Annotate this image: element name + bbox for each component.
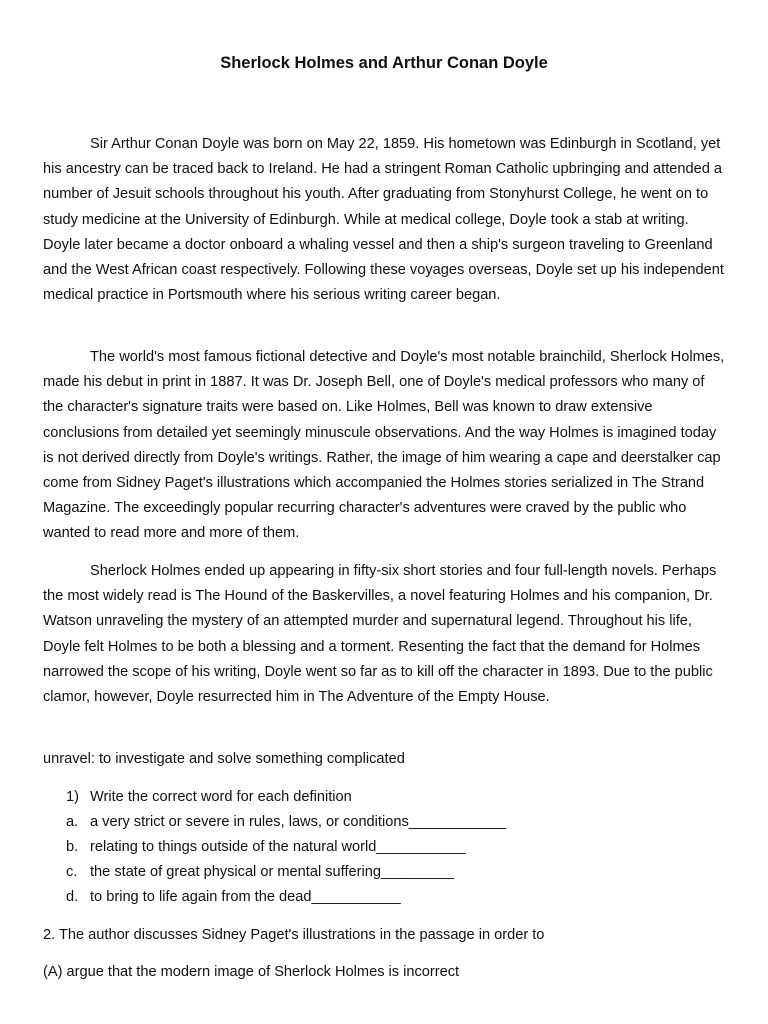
item-marker: b. — [66, 839, 79, 855]
item-text: the state of great physical or mental suffering_________ — [90, 864, 455, 880]
item-text: to bring to life again from the dead___________ — [90, 889, 401, 905]
item-text: relating to things outside of the natural world___________ — [90, 839, 466, 855]
item-text: a very strict or severe in rules, laws, or conditions____________ — [90, 814, 507, 830]
paragraph-sherlock-origin: The world's most famous fictional detective and Doyle's most notable brainchild, Sherlock Holmes, made his debut in print in 1887. It was Dr. Joseph Bell, one of Doyle's medical professors who many of the character's signature traits were based on. Like Holmes, Bell was known to draw extensive conclusions from detailed yet seemingly minuscule observations. And the way Holmes is imagined today is not derived directly from Doyle's writings. Rather, the image of him wearing a cape and deerstalker cap come from Sidney Paget's illustrations which accompanied the Holmes stories serialized in The Strand Magazine. The exceedingly popular recurring character's adventures were craved by the public who wanted to read more and more of them. — [43, 349, 725, 542]
vocabulary-definition: unravel: to investigate and solve something complicated — [43, 751, 405, 767]
question-2-option-a: (A) argue that the modern image of Sherlock Holmes is incorrect — [43, 964, 460, 980]
page-title: Sherlock Holmes and Arthur Conan Doyle — [220, 54, 548, 72]
question-1-number: 1) — [66, 789, 79, 805]
item-marker: d. — [66, 889, 79, 905]
paragraph-biography: Sir Arthur Conan Doyle was born on May 22, 1859. His hometown was Edinburgh in Scotland, yet his ancestry can be traced back to Ireland. He had a stringent Roman Catholic upbringing and attended a number of Jesuit schools throughout his youth. After graduating from Stonyhurst College, he went on to study medicine at the University of Edinburgh. While at medical college, Doyle took a stab at writing. Doyle later became a doctor onboard a whaling vessel and then a ship's surgeon traveling to Greenland and the West African coast respectively. Following these voyages overseas, Doyle set up his independent medical practice in Portsmouth where his serious writing career began. — [43, 136, 724, 304]
item-marker: c. — [66, 864, 78, 880]
paragraph-sherlock-stories: Sherlock Holmes ended up appearing in fifty-six short stories and four full-length novels. Perhaps the most widely read is The Hound of the Baskervilles, a novel featuring Holmes and his companion, Dr. Watson unraveling the mystery of an attempted murder and supernatural legend. Throughout his life, Doyle felt Holmes to be both a blessing and a torment. Resenting the fact that the demand for Holmes narrowed the scope of his writing, Doyle went so far as to kill off the character in 1893. Due to the public clamor, however, Doyle resurrected him in The Adventure of the Empty House. — [43, 563, 717, 706]
question-1-prompt: Write the correct word for each definition — [90, 789, 352, 805]
item-marker: a. — [66, 814, 79, 830]
question-2-prompt: 2. The author discusses Sidney Paget's illustrations in the passage in order to — [43, 927, 545, 943]
